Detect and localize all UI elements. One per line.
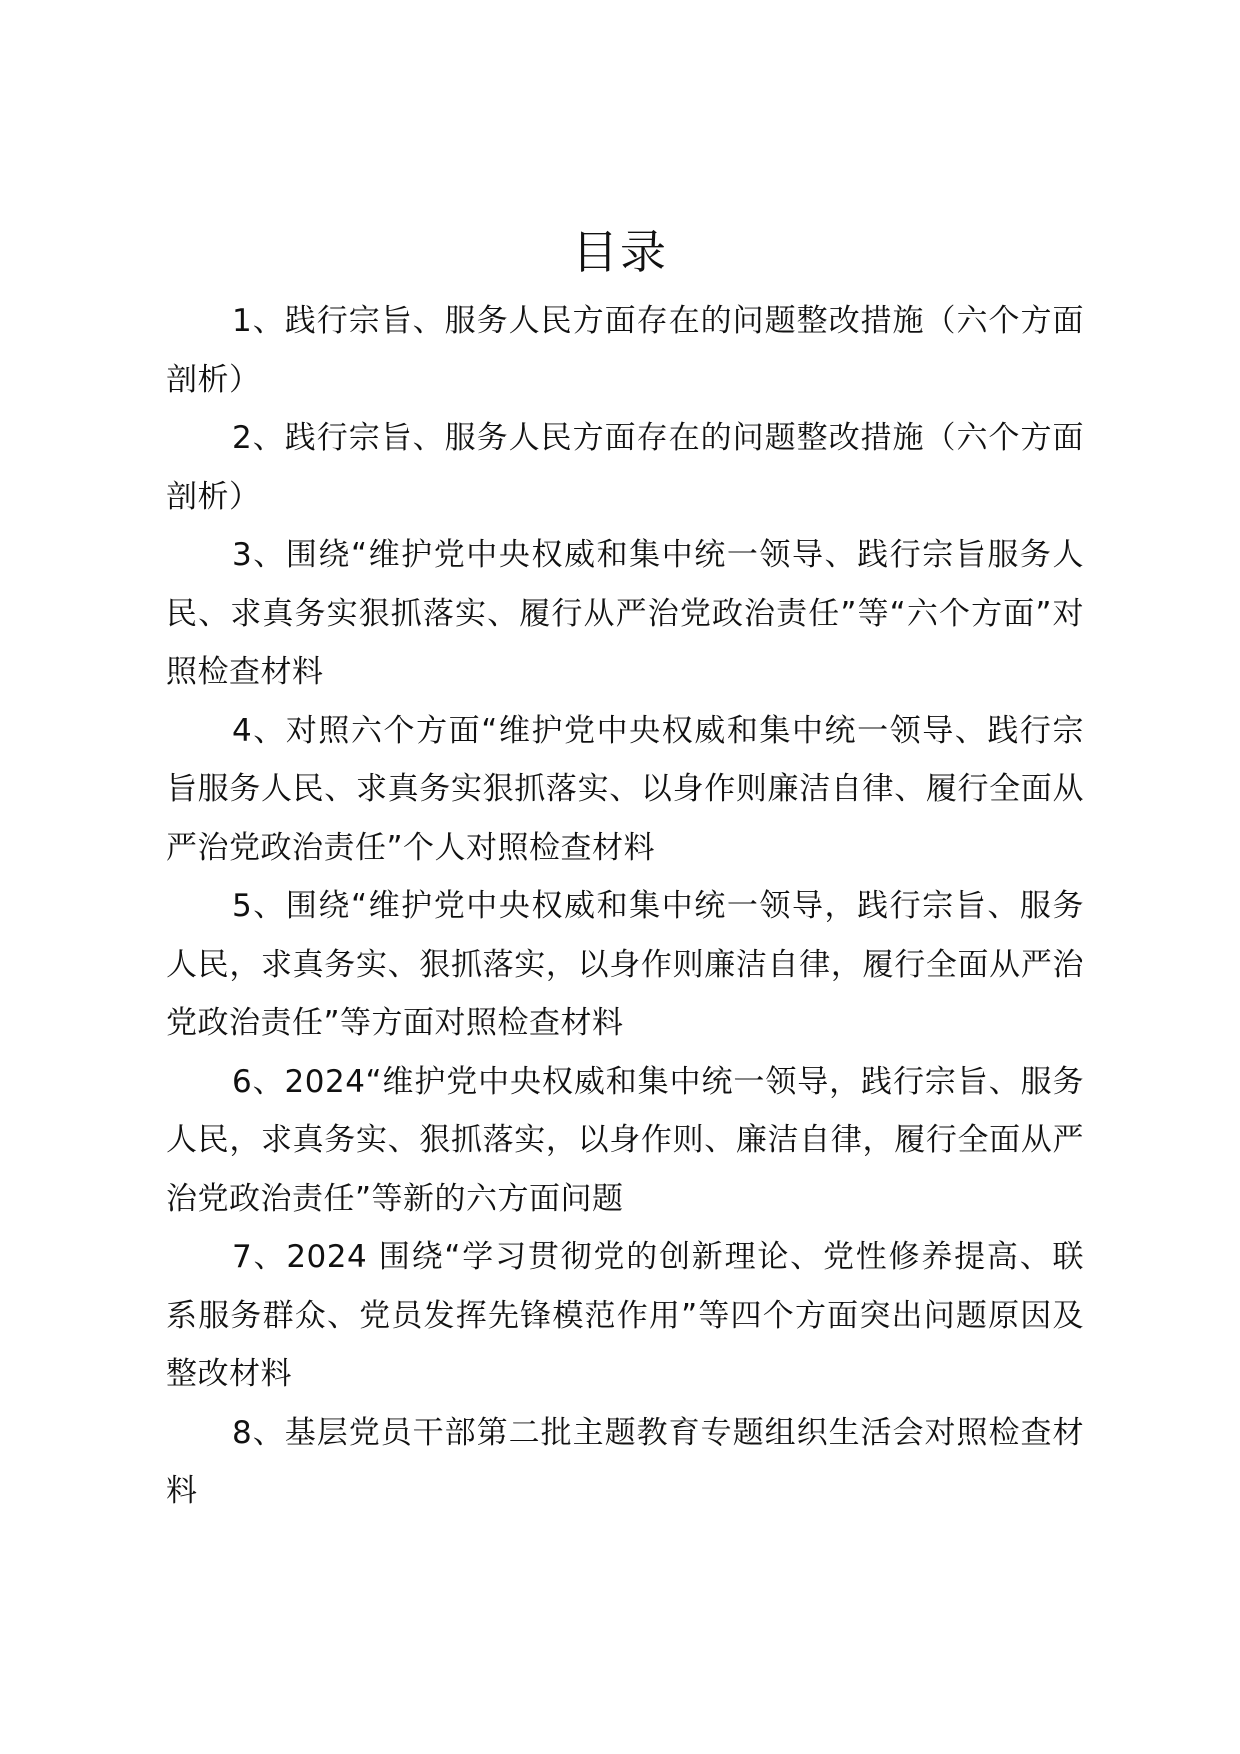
toc-item-8 bbox=[166, 1404, 1084, 1521]
toc-item-text: 基层党员干部第二批主题教育专题组织生活会对照检查材料 bbox=[166, 1414, 1084, 1509]
toc-item-number: 6、 bbox=[232, 1063, 285, 1100]
toc-item-number: 5、 bbox=[232, 888, 286, 924]
toc-item-text: 围绕“维护党中央权威和集中统一领导、践行宗旨服务人民、求真务实狠抓落实、履行从严治党政治责任”等“六个方面”对照检查材料 bbox=[166, 537, 1084, 690]
toc-item-text: 2024 围绕“学习贯彻党的创新理论、党性修养提高、联系服务群众、党员发挥先锋模范作用”等四个方面突出问题原因及整改材料 bbox=[166, 1239, 1084, 1392]
toc-item-number: 4、 bbox=[232, 712, 286, 749]
toc-item-3 bbox=[166, 526, 1084, 702]
toc-item-number: 7、 bbox=[232, 1239, 287, 1275]
toc-item-text: 践行宗旨、服务人民方面存在的问题整改措施（六个方面剖析） bbox=[166, 303, 1084, 398]
toc-item-2 bbox=[166, 409, 1084, 526]
toc-item-text: 践行宗旨、服务人民方面存在的问题整改措施（六个方面剖析） bbox=[166, 420, 1084, 515]
table-of-contents bbox=[166, 292, 1084, 1521]
page-title: 目录 bbox=[572, 225, 668, 279]
toc-item-4 bbox=[166, 702, 1084, 878]
toc-item-number: 3、 bbox=[232, 537, 286, 573]
toc-item-number: 2、 bbox=[232, 420, 285, 456]
toc-item-text: 围绕“维护党中央权威和集中统一领导，践行宗旨、服务人民，求真务实、狠抓落实，以身作则廉洁自律，履行全面从严治党政治责任”等方面对照检查材料 bbox=[166, 888, 1084, 1041]
toc-item-number: 8、 bbox=[232, 1414, 285, 1451]
toc-item-5 bbox=[166, 877, 1084, 1053]
toc-item-text: 对照六个方面“维护党中央权威和集中统一领导、践行宗旨服务人民、求真务实狠抓落实、以身作则廉洁自律、履行全面从严治党政治责任”个人对照检查材料 bbox=[166, 712, 1084, 866]
toc-item-1 bbox=[166, 292, 1084, 409]
toc-item-7 bbox=[166, 1228, 1084, 1404]
toc-item-text: 2024“维护党中央权威和集中统一领导，践行宗旨、服务人民，求真务实、狠抓落实，以身作则、廉洁自律，履行全面从严治党政治责任”等新的六方面问题 bbox=[166, 1063, 1084, 1217]
toc-item-6 bbox=[166, 1053, 1084, 1229]
toc-item-number: 1、 bbox=[232, 303, 285, 339]
